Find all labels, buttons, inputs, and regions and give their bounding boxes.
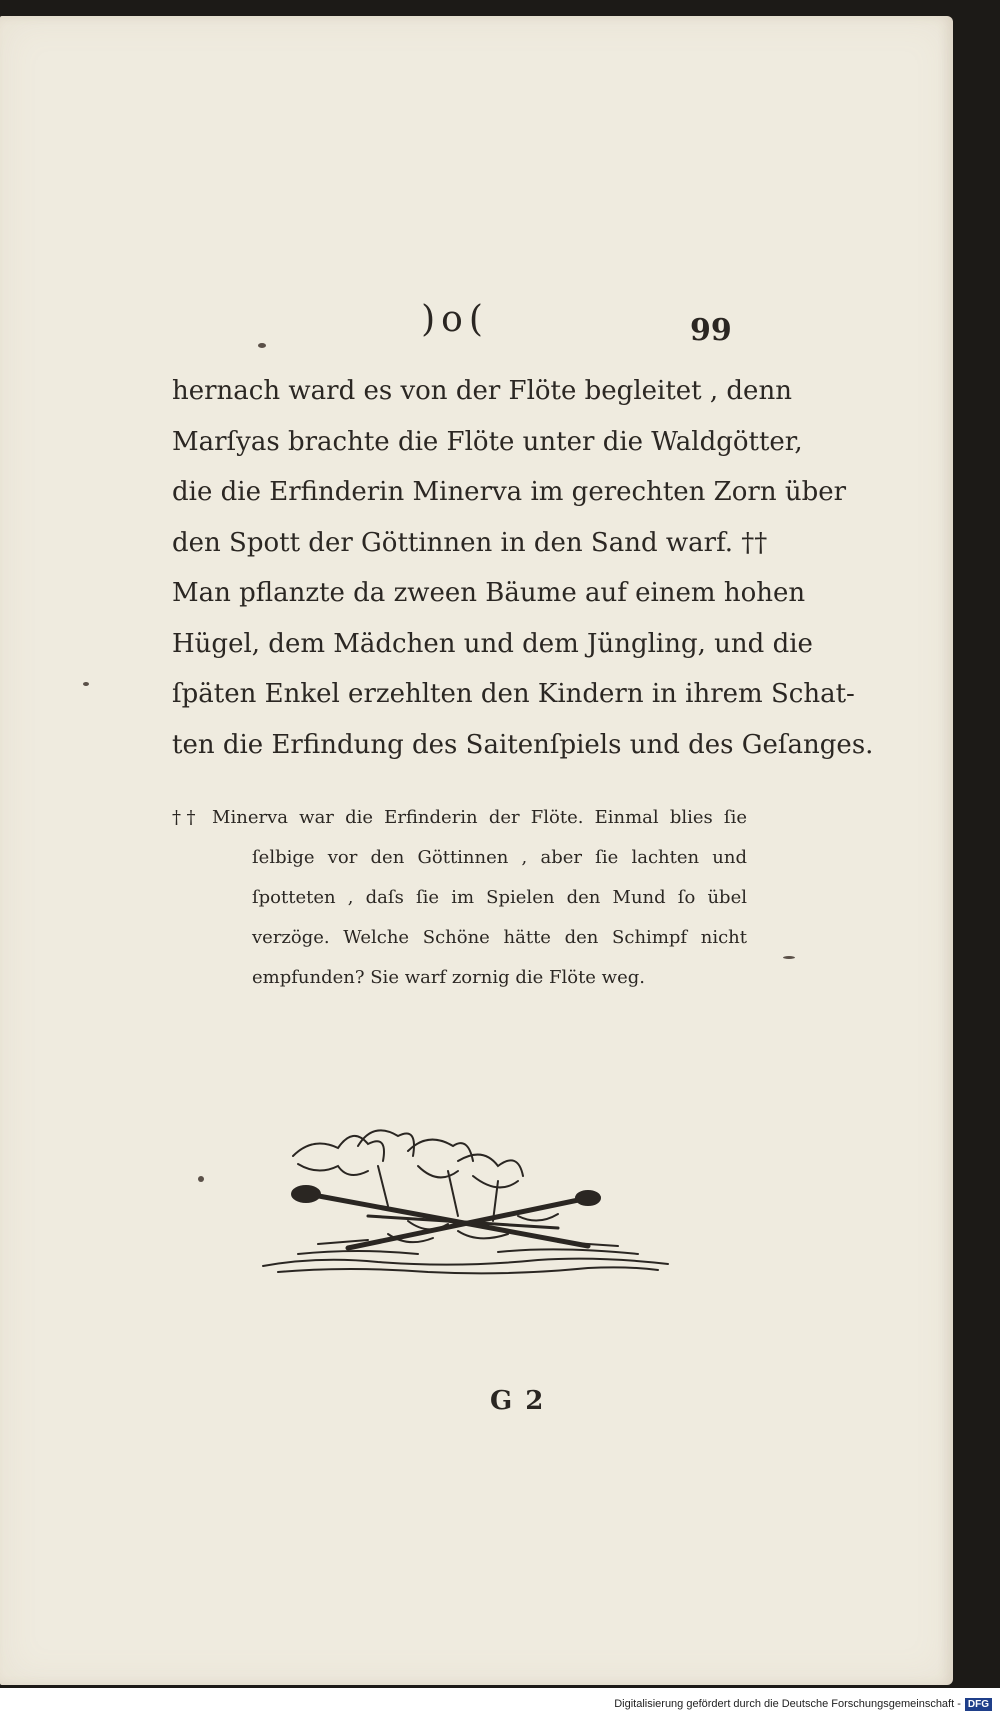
footnote-line: ſelbige vor den Göttinnen , aber ſie lachten und: [252, 847, 747, 868]
main-text-block: [172, 366, 874, 770]
dfg-logo: DFG: [965, 1698, 992, 1711]
paper-speck: [258, 343, 266, 348]
digitization-credit: [614, 1698, 992, 1711]
text-line: Man pflanzte da zween Bäume auf einem hohen: [172, 578, 806, 608]
paper-speck: [198, 1176, 204, 1182]
text-line: ſpäten Enkel erzehlten den Kindern in ihrem Schat-: [172, 679, 855, 709]
book-page: [0, 16, 953, 1685]
text-line: hernach ward es von der Flöte begleitet , denn: [172, 376, 792, 406]
text-line: Marſyas brachte die Flöte unter die Waldgötter,: [172, 426, 803, 457]
text-line: Hügel, dem Mädchen und dem Jüngling, und die: [172, 628, 813, 659]
page-header: [0, 299, 953, 349]
header-ornament: )o(: [421, 299, 489, 340]
footnote-block: [172, 798, 747, 998]
footnote-line: verzöge. Welche Schöne hätte den Schimpf nicht: [252, 927, 747, 948]
paper-speck: [83, 682, 89, 686]
text-line: die die Erfinderin Minerva im gerechten Zorn über: [172, 477, 847, 507]
footnote-line: empfunden? Sie warf zornig die Flöte weg.: [252, 967, 645, 988]
text-line: ten die Erfindung des Saitenſpiels und des Geſanges.: [172, 729, 874, 760]
text-line: den Spott der Göttinnen in den Sand warf. ††: [172, 527, 768, 558]
footnote-line: ſpotteten , daſs ſie im Spielen den Mund ſo übel: [252, 887, 747, 908]
flute-vignette-illustration: [258, 1116, 678, 1286]
credit-text: Digitalisierung gefördert durch die Deutsche Forschungsgemeinschaft -: [614, 1698, 961, 1710]
page-number: 99: [690, 313, 732, 348]
paper-speck: [783, 956, 795, 959]
footnote-line: †† Minerva war die Erfinderin der Flöte. Einmal blies ſie: [172, 807, 747, 828]
signature-mark: G 2: [490, 1386, 546, 1416]
